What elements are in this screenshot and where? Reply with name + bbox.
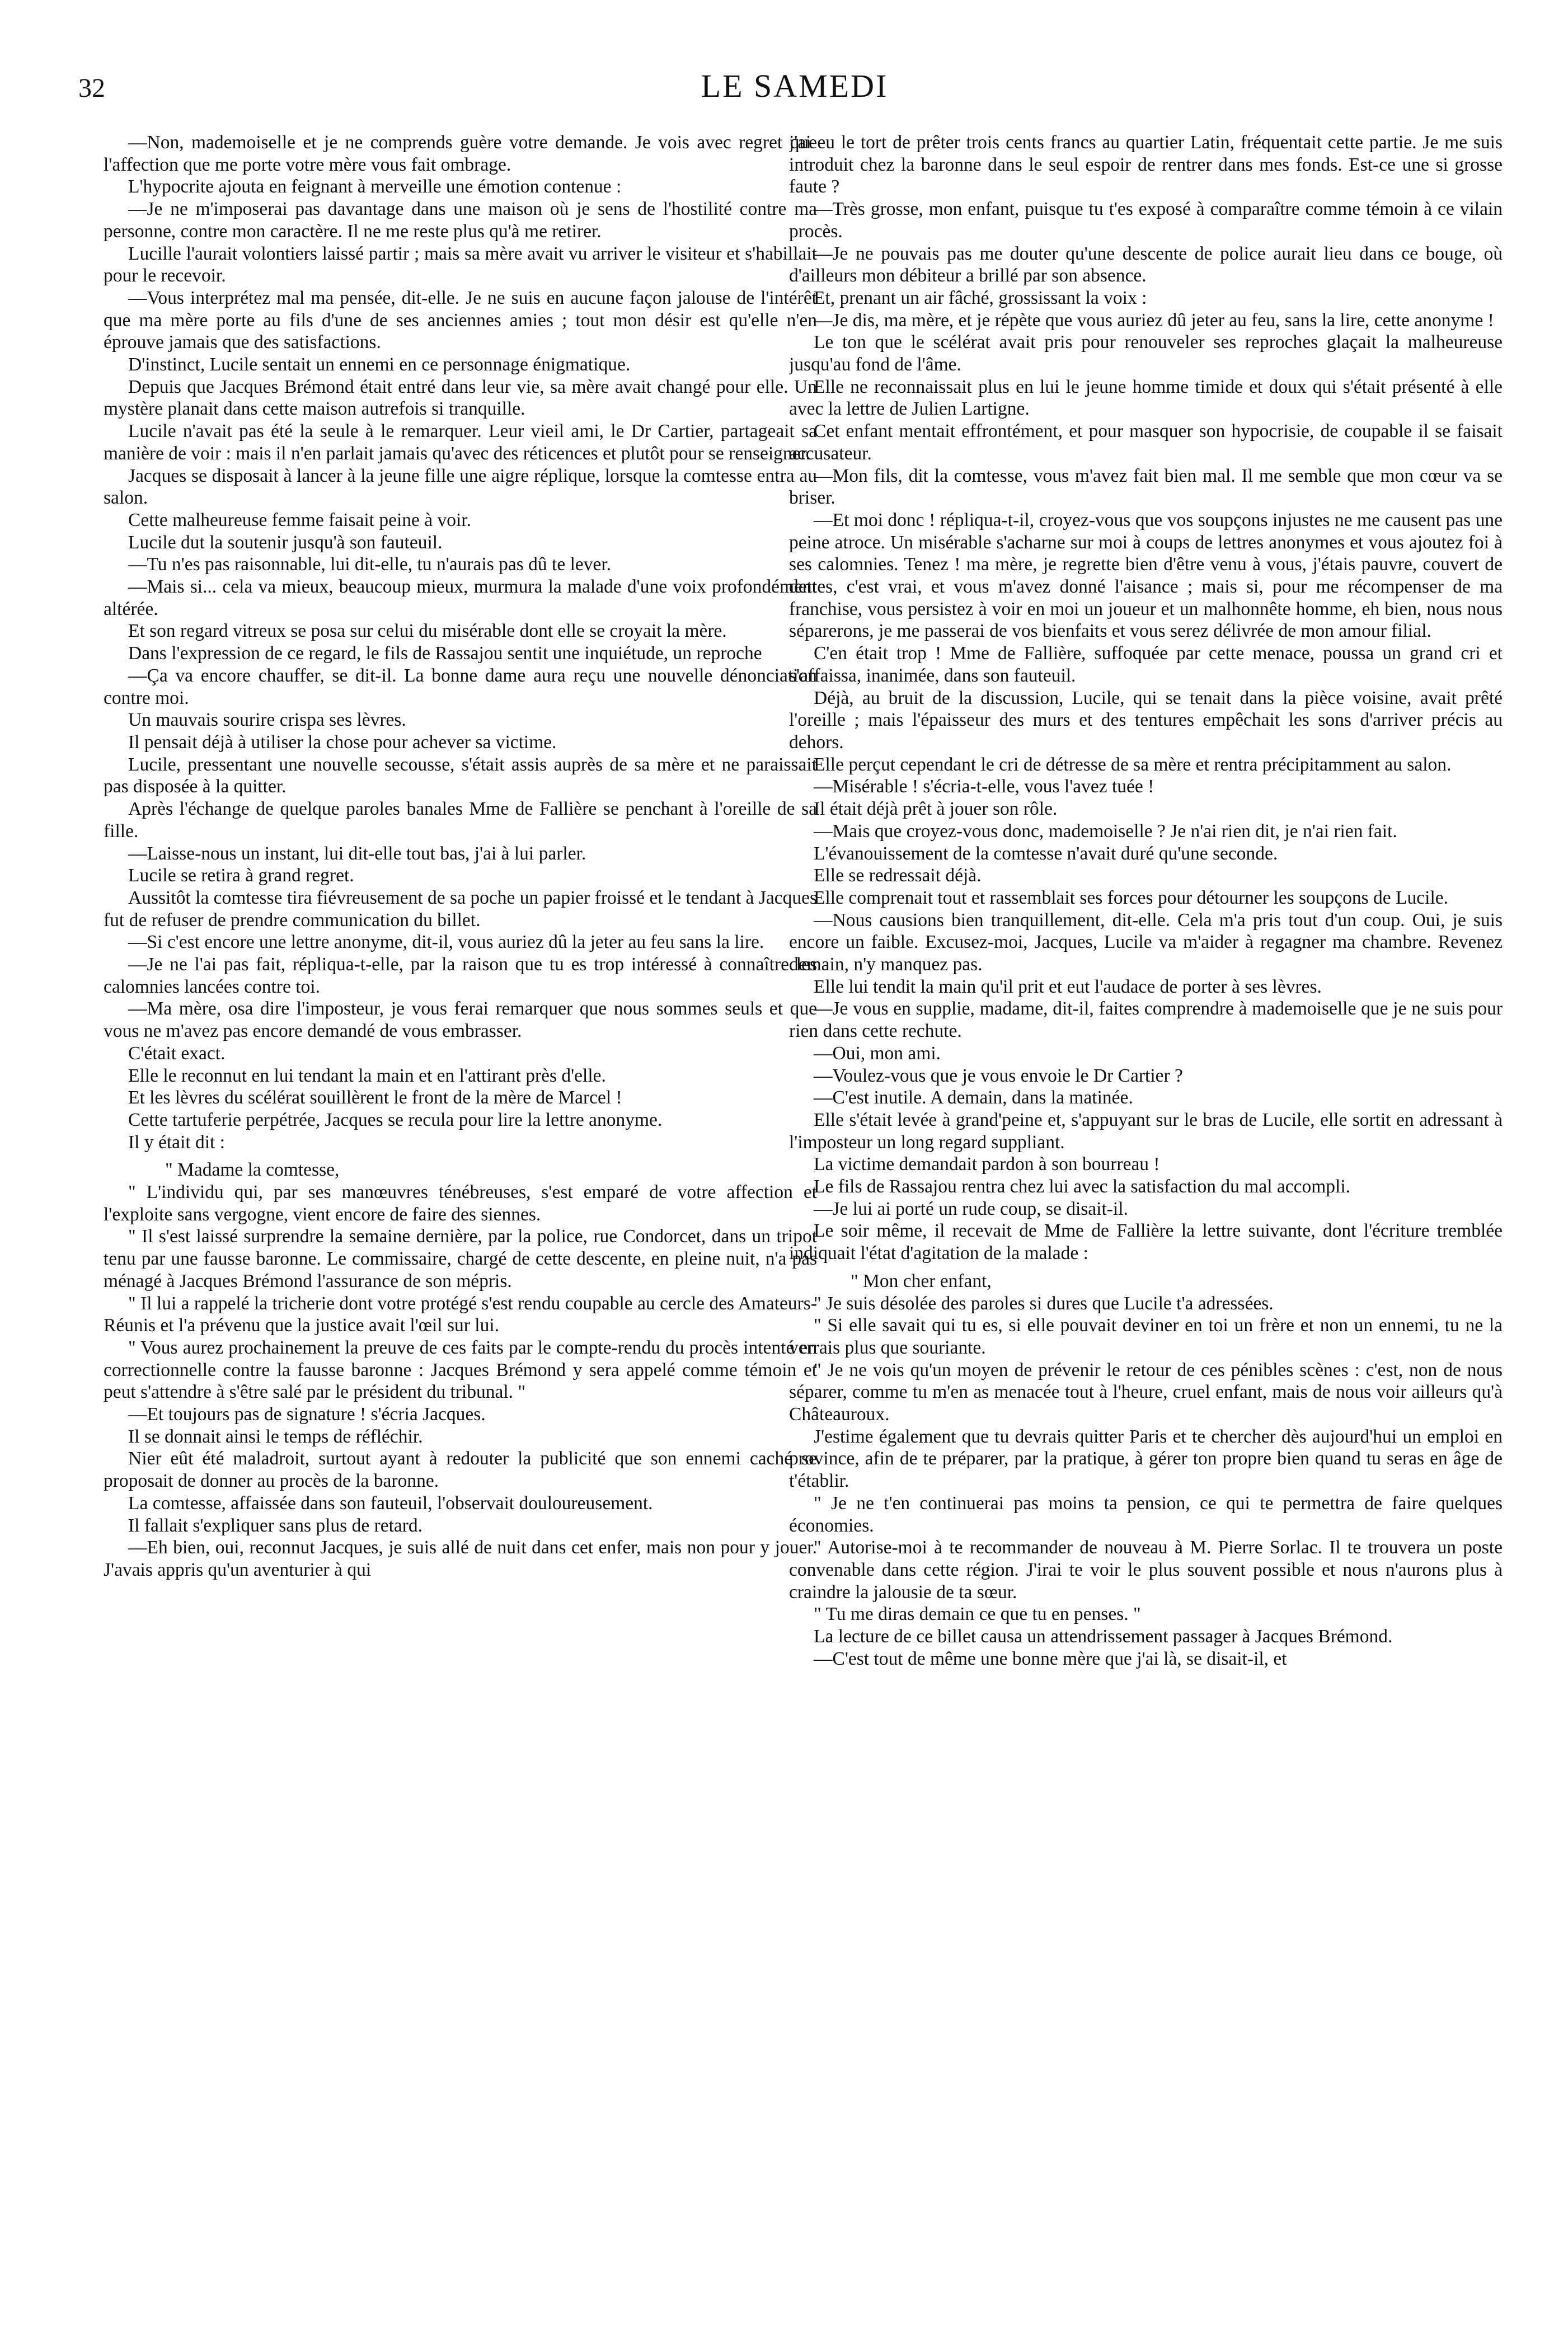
paragraph: " Madame la comtesse, — [165, 1159, 340, 1181]
paragraph: —Je ne pouvais pas me douter qu'une descente de police aurait lieu dans ce bouge, où d'ailleurs mon débiteur a brillé par son absence. — [789, 243, 1503, 286]
paragraph: La comtesse, affaissée dans son fauteuil, l'observait douloureusement. — [128, 1492, 653, 1514]
paragraph: Et les lèvres du scélérat souillèrent le front de la mère de Marcel ! — [128, 1087, 622, 1109]
paragraph: Elle lui tendit la main qu'il prit et eut l'audace de porter à ses lèvres. — [814, 976, 1322, 997]
paragraph: Depuis que Jacques Brémond était entré dans leur vie, sa mère avait changé pour elle. Un mystère planait dans cette maison autrefois si tranquille. — [104, 376, 817, 420]
paragraph: —Mon fils, dit la comtesse, vous m'avez fait bien mal. Il me semble que mon cœur va se briser. — [789, 465, 1503, 509]
page-number: 32 — [78, 73, 105, 103]
paragraph: " Il lui a rappelé la tricherie dont votre protégé s'est rendu coupable au cercle des Amateurs-Réunis et l'a prévenu que la justice avait l'œil sur lui. — [104, 1293, 817, 1336]
paragraph: Un mauvais sourire crispa ses lèvres. — [128, 710, 406, 731]
paragraph: Lucile n'avait pas été la seule à le remarquer. Leur vieil ami, le Dr Cartier, partageait sa manière de voir : mais il n'en parlait jamais qu'avec des réticences et plutôt pour se renseigner. — [104, 421, 817, 464]
paragraph: L'hypocrite ajouta en feignant à merveille une émotion contenue : — [128, 176, 622, 198]
paragraph: —Non, mademoiselle et je ne comprends guère votre demande. Je vois avec regret que l'affection que me porte votre mère vous fait ombrage. — [104, 132, 817, 175]
paragraph: Elle comprenait tout et rassemblait ses forces pour détourner les soupçons de Lucile. — [814, 887, 1448, 908]
paragraph: " Je ne vois qu'un moyen de prévenir le retour de ces pénibles scènes : c'est, non de nous séparer, comme tu m'en as menacée tout à l'heure, cruel enfant, mais de nous voir ailleurs qu'à Châteauroux. — [789, 1359, 1503, 1425]
paragraph: " Je ne t'en continuerai pas moins ta pension, ce qui te permettra de faire quelques économies. — [789, 1492, 1503, 1536]
paragraph: Il se donnait ainsi le temps de réfléchir. — [128, 1426, 423, 1447]
paragraph: Dans l'expression de ce regard, le fils de Rassajou sentit une inquiétude, un reproche — [128, 643, 762, 664]
paragraph: —Nous causions bien tranquillement, dit-elle. Cela m'a pris tout d'un coup. Oui, je suis encore un faible. Excusez-moi, Jacques, Lucile va m'aider à regagner ma chambre. Revenez demain, n'y manquez pas. — [789, 909, 1503, 975]
paragraph: —Je vous en supplie, madame, dit-il, faites comprendre à mademoiselle que je ne suis pour rien dans cette rechute. — [789, 998, 1503, 1042]
paragraph: Cette malheureuse femme faisait peine à voir. — [128, 509, 471, 530]
paragraph: Lucile dut la soutenir jusqu'à son fauteuil. — [128, 532, 443, 553]
paragraph: —Je ne m'imposerai pas davantage dans une maison où je sens de l'hostilité contre ma personne, contre mon caractère. Il ne me reste plus qu'à me retirer. — [104, 199, 817, 242]
paragraph: Après l'échange de quelque paroles banales Mme de Fallière se penchant à l'oreille de sa fille. — [104, 799, 817, 842]
paragraph: Et son regard vitreux se posa sur celui du misérable dont elle se croyait la mère. — [128, 621, 727, 642]
paragraph: Le soir même, il recevait de Mme de Fallière la lettre suivante, dont l'écriture tremblée indiquait l'état d'agitation de la malade : — [789, 1220, 1503, 1264]
paragraph: Nier eût été maladroit, surtout ayant à redouter la publicité que son ennemi caché se proposait de donner au procès de la baronne. — [104, 1448, 817, 1492]
paragraph: —Tu n'es pas raisonnable, lui dit-elle, tu n'aurais pas dû te lever. — [128, 554, 612, 575]
paragraph: —Je lui ai porté un rude coup, se disait-il. — [814, 1198, 1128, 1219]
paragraph: —Et toujours pas de signature ! s'écria Jacques. — [128, 1404, 486, 1425]
paragraph: —Et moi donc ! répliqua-t-il, croyez-vous que vos soupçons injustes ne me causent pas une peine atroce. Un misérable s'acharne sur moi à coups de lettres anonymes et vous ajoutez foi à ses calomnies. Tenez ! ma mère, je regrette bien d'être venu à vous, j'étais pauvre, couvert de dettes, c'est vrai, et vous m'avez donné l'aisance ; mais si, pour me récompenser de ma franchise, vous persistez à voir en moi un joueur et un malhonnête homme, eh bien, nous nous séparerons, je me passerai de vos bienfaits et vous serez délivrée de mon amour filial. — [789, 509, 1503, 642]
paragraph: Elle perçut cependant le cri de détresse de sa mère et rentra précipitamment au salon. — [814, 754, 1452, 775]
paragraph: Lucile, pressentant une nouvelle secousse, s'était assis auprès de sa mère et ne paraissait pas disposée à la quitter. — [104, 754, 817, 797]
paragraph: " Si elle savait qui tu es, si elle pouvait deviner en toi un frère et non un ennemi, tu ne la verrais plus que souriante. — [789, 1315, 1503, 1358]
paragraph: —Ça va encore chauffer, se dit-il. La bonne dame aura reçu une nouvelle dénonciation contre moi. — [104, 665, 817, 708]
paragraph: " Vous aurez prochainement la preuve de ces faits par le compte-rendu du procès intenté en correctionnelle contre la fausse baronne : Jacques Brémond y sera appelé comme témoin et peut s'attendre à s'être salé par le président du tribunal. " — [104, 1337, 817, 1403]
paragraph: Le fils de Rassajou rentra chez lui avec la satisfaction du mal accompli. — [814, 1176, 1351, 1197]
paragraph: —C'est inutile. A demain, dans la matinée. — [814, 1087, 1133, 1109]
paragraph: " Je suis désolée des paroles si dures que Lucile t'a adressées. — [814, 1293, 1274, 1314]
paragraph: Elle ne reconnaissait plus en lui le jeune homme timide et doux qui s'était présenté à elle avec la lettre de Julien Lartigne. — [789, 376, 1503, 420]
paragraph: j'ai eu le tort de prêter trois cents francs au quartier Latin, fréquentait cette partie. Je me suis introduit chez la baronne dans le seul espoir de rentrer dans mes fonds. Est-ce une si grosse faute ? — [789, 132, 1503, 198]
paragraph: Elle s'était levée à grand'peine et, s'appuyant sur le bras de Lucile, elle sortit en adressant à l'imposteur un long regard suppliant. — [789, 1109, 1503, 1153]
paragraph: Cet enfant mentait effrontément, et pour masquer son hypocrisie, de coupable il se faisait accusateur. — [789, 421, 1503, 464]
paragraph: Jacques se disposait à lancer à la jeune fille une aigre réplique, lorsque la comtesse entra au salon. — [104, 465, 817, 509]
paragraph: Il pensait déjà à utiliser la chose pour achever sa victime. — [128, 731, 557, 753]
paragraph: J'estime également que tu devrais quitter Paris et te chercher dès aujourd'hui un emploi en province, afin de te préparer, par la pratique, à gérer ton propre bien quand tu seras en âge de t'établir. — [789, 1426, 1503, 1492]
paragraph: Cette tartuferie perpétrée, Jacques se recula pour lire la lettre anonyme. — [128, 1109, 663, 1130]
paragraph: —Laisse-nous un instant, lui dit-elle tout bas, j'ai à lui parler. — [128, 843, 586, 864]
paragraph: La victime demandait pardon à son bourreau ! — [814, 1154, 1160, 1175]
paragraph: " Autorise-moi à te recommander de nouveau à M. Pierre Sorlac. Il te trouvera un poste convenable dans cette région. J'irai te voir le plus souvent possible et nous n'aurons plus à craindre la jalousie de ta sœur. — [789, 1537, 1503, 1603]
paragraph: Lucille l'aurait volontiers laissé partir ; mais sa mère avait vu arriver le visiteur et s'habillait pour le recevoir. — [104, 243, 817, 286]
paragraph: C'était exact. — [128, 1042, 226, 1064]
paragraph: Il y était dit : — [128, 1131, 226, 1153]
paragraph: Le ton que le scélérat avait pris pour renouveler ses reproches glaçait la malheureuse jusqu'au fond de l'âme. — [789, 332, 1503, 375]
paragraph: Il était déjà prêt à jouer son rôle. — [814, 799, 1058, 820]
left-column — [104, 131, 817, 2303]
journal-title: LE SAMEDI — [701, 68, 889, 104]
paragraph: —Mais que croyez-vous donc, mademoiselle ? Je n'ai rien dit, je n'ai rien fait. — [814, 820, 1397, 842]
paragraph: Elle se redressait déjà. — [814, 865, 982, 886]
paragraph: —Si c'est encore une lettre anonyme, dit-il, vous auriez dû la jeter au feu sans la lire. — [128, 932, 764, 953]
paragraph: " L'individu qui, par ses manœuvres ténébreuses, s'est emparé de votre affection et l'exploite sans vergogne, vient encore de faire des siennes. — [104, 1182, 817, 1225]
paragraph: Il fallait s'expliquer sans plus de retard. — [128, 1515, 423, 1536]
paragraph: —Je ne l'ai pas fait, répliqua-t-elle, par la raison que tu es trop intéressé à connaître les calomnies lancées contre toi. — [104, 954, 817, 997]
paragraph: " Il s'est laissé surprendre la semaine dernière, par la police, rue Condorcet, dans un tripot tenu par une fausse baronne. Le commissaire, chargé de cette descente, en pleine nuit, n'a pas ménagé à Jacques Brémond l'assurance de son mépris. — [104, 1226, 817, 1291]
paragraph: —Vous interprétez mal ma pensée, dit-elle. Je ne suis en aucune façon jalouse de l'intérêt que ma mère porte au fils d'une de ses anciennes amies ; tout mon désir est qu'elle n'en éprouve jamais que des satisfactions. — [104, 287, 817, 353]
paragraph: C'en était trop ! Mme de Fallière, suffoquée par cette menace, poussa un grand cri et s'affaissa, inanimée, dans son fauteuil. — [789, 643, 1503, 686]
paragraph: Lucile se retira à grand regret. — [128, 865, 354, 886]
paragraph: —Eh bien, oui, reconnut Jacques, je suis allé de nuit dans cet enfer, mais non pour y jouer. J'avais appris qu'un aventurier à qui — [104, 1537, 817, 1580]
paragraph: Et, prenant un air fâché, grossissant la voix : — [814, 287, 1147, 308]
paragraph: " Mon cher enfant, — [851, 1270, 992, 1291]
paragraph: —Oui, mon ami. — [814, 1042, 941, 1064]
paragraph: —Mais si... cela va mieux, beaucoup mieux, murmura la malade d'une voix profondément altérée. — [104, 576, 817, 619]
paragraph: L'évanouissement de la comtesse n'avait duré qu'une seconde. — [814, 843, 1278, 864]
paragraph: " Tu me diras demain ce que tu en penses. " — [814, 1604, 1141, 1625]
paragraph: —C'est tout de même une bonne mère que j'ai là, se disait-il, et — [814, 1648, 1287, 1669]
paragraph: D'instinct, Lucile sentait un ennemi en ce personnage énigmatique. — [128, 354, 631, 375]
paragraph: —Très grosse, mon enfant, puisque tu t'es exposé à comparaître comme témoin à ce vilain procès. — [789, 199, 1503, 242]
paragraph: —Ma mère, osa dire l'imposteur, je vous ferai remarquer que nous sommes seuls et que vous ne m'avez pas encore demandé de vous embrasser. — [104, 998, 817, 1042]
paragraph: Elle le reconnut en lui tendant la main et en l'attirant près d'elle. — [128, 1065, 606, 1086]
page-header — [78, 67, 1511, 112]
paragraph: —Je dis, ma mère, et je répète que vous auriez dû jeter au feu, sans la lire, cette anonyme ! — [814, 309, 1494, 331]
paragraph: Aussitôt la comtesse tira fiévreusement de sa poche un papier froissé et le tendant à Jacques fut de refuser de prendre communication du billet. — [104, 887, 817, 931]
paragraph: —Misérable ! s'écria-t-elle, vous l'avez tuée ! — [814, 776, 1154, 797]
paragraph: La lecture de ce billet causa un attendrissement passager à Jacques Brémond. — [814, 1626, 1393, 1647]
paragraph: —Voulez-vous que je vous envoie le Dr Cartier ? — [814, 1065, 1183, 1086]
paragraph: Déjà, au bruit de la discussion, Lucile, qui se tenait dans la pièce voisine, avait prêté l'oreille ; mais l'épaisseur des murs et des tentures empêchait les sons d'arriver précis au dehors. — [789, 687, 1503, 753]
right-column — [789, 131, 1503, 2303]
